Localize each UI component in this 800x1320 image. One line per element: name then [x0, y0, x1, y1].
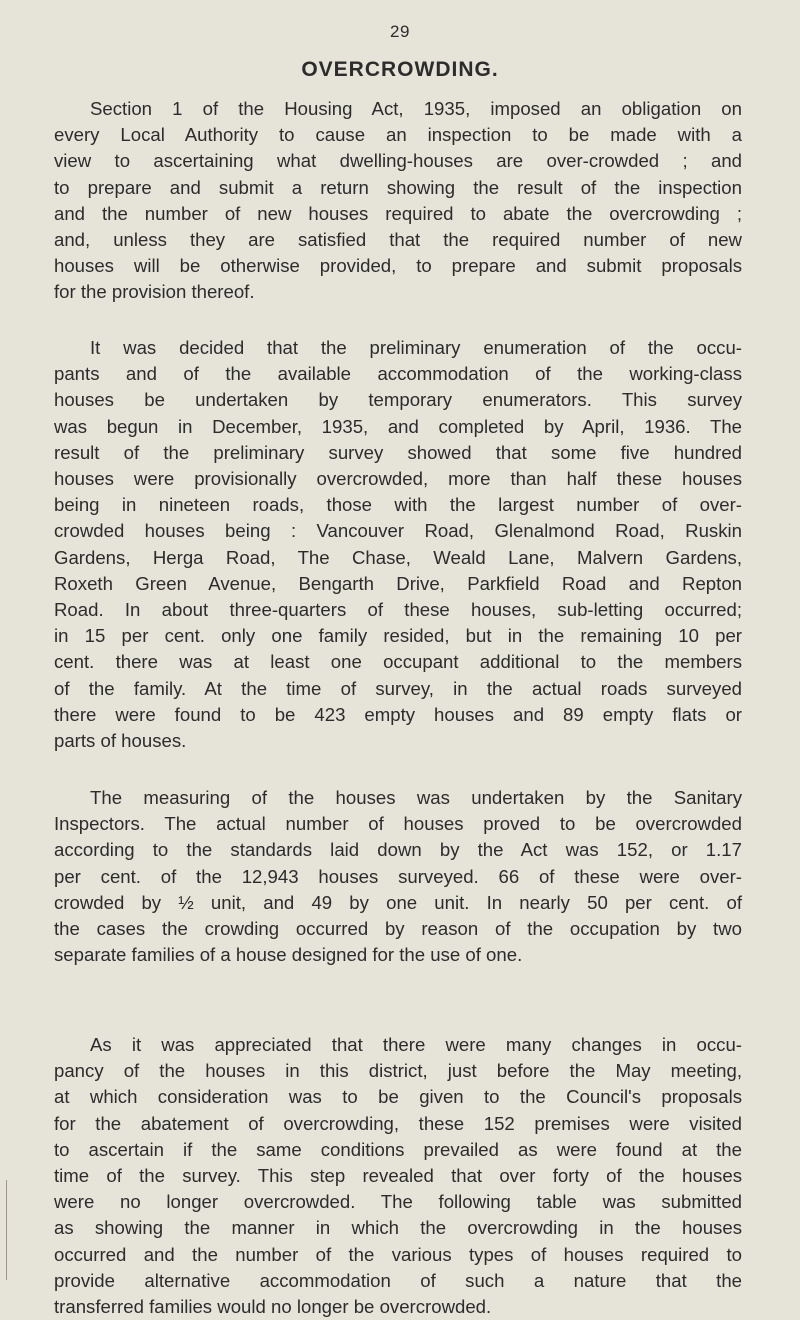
text-line: for the provision thereof.: [54, 281, 255, 303]
text-line: transferred families would no longer be overcrowded.: [54, 1296, 492, 1318]
text-line: according to the standards laid down by the Act was 152, or 1.17: [54, 839, 742, 861]
text-line: Section 1 of the Housing Act, 1935, imposed an obligation on: [90, 98, 742, 119]
text-line: there were found to be 423 empty houses and 89 empty flats or: [54, 703, 742, 725]
paragraph-preliminary-survey: [54, 335, 742, 754]
text-line: every Local Authority to cause an inspection to be made with a: [54, 124, 742, 146]
paragraph-housing-act: [54, 96, 742, 306]
text-line: to prepare and submit a return showing the result of the inspection: [54, 176, 742, 198]
text-line: cent. there was at least one occupant additional to the members: [54, 651, 742, 673]
text-line: crowded houses being : Vancouver Road, Glenalmond Road, Ruskin: [54, 520, 742, 542]
text-line: to ascertain if the same conditions prevailed as were found at the: [54, 1138, 742, 1160]
text-line: being in nineteen roads, those with the largest number of over-: [54, 494, 742, 516]
text-line: parts of houses.: [54, 730, 187, 752]
text-line: As it was appreciated that there were many changes in occu-: [90, 1034, 742, 1055]
text-line: of the family. At the time of survey, in the actual roads surveyed: [54, 677, 742, 699]
text-line: The measuring of the houses was undertaken by the Sanitary: [90, 787, 742, 808]
text-line: Roxeth Green Avenue, Bengarth Drive, Parkfield Road and Repton: [54, 572, 742, 594]
text-line: It was decided that the preliminary enumeration of the occu-: [90, 337, 742, 358]
text-line: in 15 per cent. only one family resided, but in the remaining 10 per: [54, 625, 742, 647]
text-line: as showing the manner in which the overcrowding in the houses: [54, 1217, 742, 1239]
text-line: for the abatement of overcrowding, these 152 premises were visited: [54, 1112, 742, 1134]
text-line: houses will be otherwise provided, to prepare and submit proposals: [54, 255, 742, 277]
text-line: crowded by ½ unit, and 49 by one unit. In nearly 50 per cent. of: [54, 891, 742, 913]
page-edge-line: [6, 1180, 7, 1280]
text-line: were no longer overcrowded. The following table was submitted: [54, 1191, 742, 1213]
text-line: occurred and the number of the various types of houses required to: [54, 1243, 742, 1265]
section-heading: OVERCROWDING.: [301, 58, 499, 81]
text-line: provide alternative accommodation of such a nature that the: [54, 1269, 742, 1291]
paragraph-measuring: [54, 785, 742, 968]
text-line: Gardens, Herga Road, The Chase, Weald Lane, Malvern Gardens,: [54, 546, 742, 568]
text-line: per cent. of the 12,943 houses surveyed. 66 of these were over-: [54, 865, 742, 887]
text-line: and, unless they are satisfied that the required number of new: [54, 229, 742, 251]
text-line: the cases the crowding occurred by reason of the occupation by two: [54, 918, 742, 940]
text-line: houses be undertaken by temporary enumerators. This survey: [54, 389, 742, 411]
text-line: and the number of new houses required to abate the overcrowding ;: [54, 202, 742, 224]
text-line: was begun in December, 1935, and completed by April, 1936. The: [54, 415, 742, 437]
text-line: Road. In about three-quarters of these houses, sub-letting occurred;: [54, 599, 742, 621]
text-line: at which consideration was to be given to the Council's proposals: [54, 1086, 742, 1108]
page-number: 29: [390, 22, 410, 41]
text-line: pants and of the available accommodation of the working-class: [54, 363, 742, 385]
text-line: time of the survey. This step revealed that over forty of the houses: [54, 1165, 742, 1187]
text-line: separate families of a house designed for the use of one.: [54, 944, 523, 966]
text-line: view to ascertaining what dwelling-houses are over-crowded ; and: [54, 150, 742, 172]
text-line: Inspectors. The actual number of houses proved to be overcrowded: [54, 813, 742, 835]
text-line: houses were provisionally overcrowded, more than half these houses: [54, 468, 742, 490]
text-line: result of the preliminary survey showed that some five hundred: [54, 441, 742, 463]
text-line: pancy of the houses in this district, just before the May meeting,: [54, 1060, 742, 1082]
paragraph-revisit: [54, 1032, 742, 1320]
